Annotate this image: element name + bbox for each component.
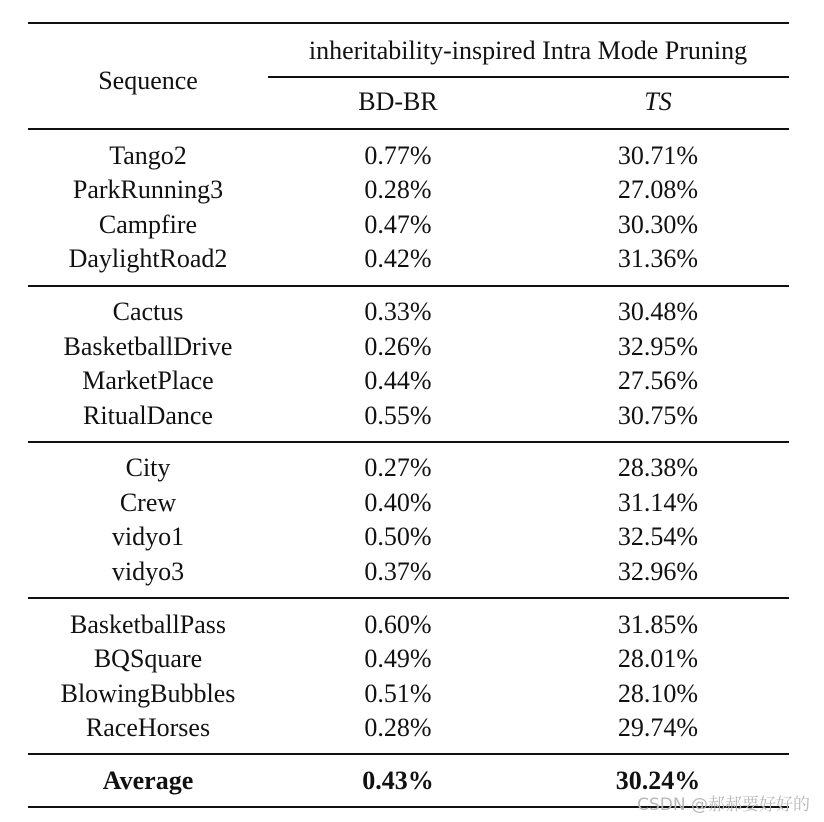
header-ts: TS (644, 87, 672, 116)
row-bdbr: 0.28% (364, 713, 432, 742)
group-rule-2 (28, 441, 789, 443)
row-ts: 30.71% (617, 141, 699, 170)
row-sequence: RaceHorses (85, 713, 211, 742)
row-bdbr: 0.42% (364, 244, 432, 273)
row-bdbr: 0.49% (364, 644, 432, 673)
row-sequence: BasketballPass (70, 610, 226, 639)
row-ts: 31.14% (617, 488, 699, 517)
header-method: inheritability-inspired Intra Mode Pruning (308, 36, 748, 65)
row-ts: 28.01% (617, 644, 699, 673)
row-ts: 30.75% (617, 401, 699, 430)
row-ts: 30.30% (617, 210, 699, 239)
watermark: CSDN @郝郝要好好的 (637, 795, 810, 815)
row-sequence: ParkRunning3 (72, 175, 224, 204)
row-bdbr: 0.28% (364, 175, 432, 204)
top-rule (28, 22, 789, 24)
row-bdbr: 0.27% (364, 453, 432, 482)
row-sequence: vidyo3 (111, 557, 185, 586)
row-ts: 32.54% (617, 522, 699, 551)
row-sequence: BQSquare (93, 644, 203, 673)
header-sub-rule (268, 76, 789, 78)
average-bdbr: 0.43% (362, 766, 434, 795)
row-bdbr: 0.40% (364, 488, 432, 517)
header-rule (28, 128, 789, 130)
group-rule-1 (28, 285, 789, 287)
row-ts: 29.74% (617, 713, 699, 742)
row-bdbr: 0.51% (364, 679, 432, 708)
row-bdbr: 0.50% (364, 522, 432, 551)
row-bdbr: 0.77% (364, 141, 432, 170)
header-bdbr: BD-BR (358, 87, 438, 116)
row-sequence: BlowingBubbles (60, 679, 236, 708)
row-ts: 32.96% (617, 557, 699, 586)
row-sequence: RitualDance (83, 401, 213, 430)
row-bdbr: 0.33% (364, 297, 432, 326)
average-ts: 30.24% (615, 766, 701, 795)
row-bdbr: 0.37% (364, 557, 432, 586)
average-rule (28, 753, 789, 755)
row-ts: 30.48% (617, 297, 699, 326)
row-sequence: Tango2 (109, 141, 187, 170)
row-ts: 28.10% (617, 679, 699, 708)
row-bdbr: 0.26% (364, 332, 432, 361)
row-ts: 31.36% (617, 244, 699, 273)
row-bdbr: 0.60% (364, 610, 432, 639)
row-sequence: Cactus (112, 297, 184, 326)
row-ts: 27.56% (617, 366, 699, 395)
row-ts: 28.38% (617, 453, 699, 482)
average-label: Average (102, 766, 194, 795)
row-sequence: vidyo1 (111, 522, 185, 551)
row-ts: 31.85% (617, 610, 699, 639)
row-bdbr: 0.47% (364, 210, 432, 239)
row-sequence: BasketballDrive (63, 332, 233, 361)
row-sequence: Crew (119, 488, 177, 517)
row-bdbr: 0.44% (364, 366, 432, 395)
row-sequence: DaylightRoad2 (68, 244, 228, 273)
group-rule-3 (28, 597, 789, 599)
row-ts: 32.95% (617, 332, 699, 361)
row-ts: 27.08% (617, 175, 699, 204)
row-sequence: MarketPlace (82, 366, 214, 395)
row-sequence: City (125, 453, 171, 482)
header-sequence: Sequence (98, 66, 198, 95)
row-sequence: Campfire (98, 210, 198, 239)
row-bdbr: 0.55% (364, 401, 432, 430)
